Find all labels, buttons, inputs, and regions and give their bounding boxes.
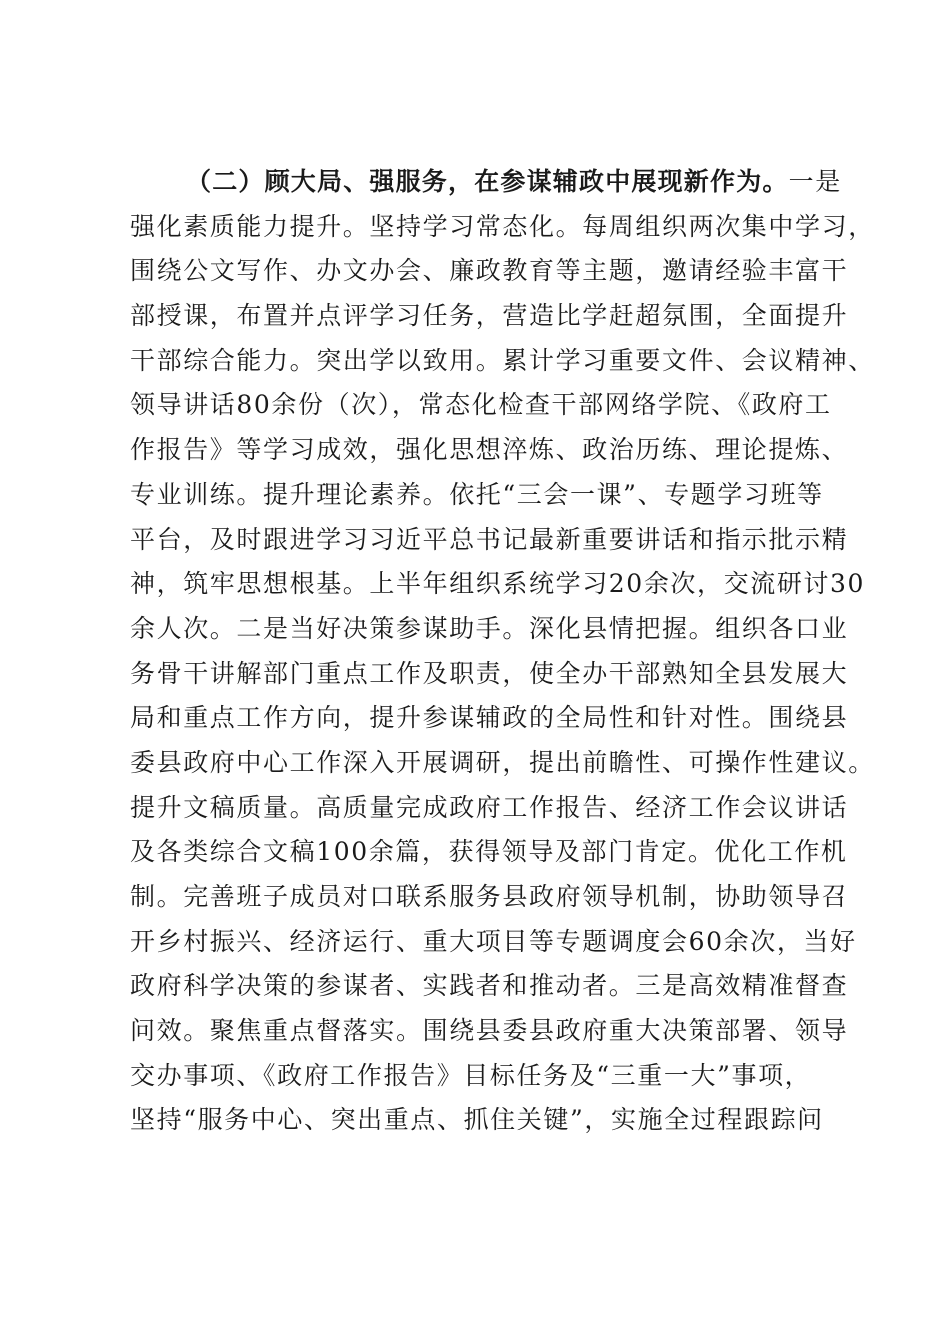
paragraph-line-10: 神，筑牢思想根基。上半年组织系统学习20余次，交流研讨30 (130, 569, 866, 599)
paragraph-line-19: 政府科学决策的参谋者、实践者和推动者。三是高效精准督查 (130, 971, 849, 1001)
paragraph-line-3: 围绕公文写作、办文办会、廉政教育等主题，邀请经验丰富干 (130, 256, 849, 286)
paragraph-line-7: 作报告》等学习成效，强化思想淬炼、政治历练、理论提炼、 (130, 435, 849, 465)
paragraph-line-21: 交办事项、《政府工作报告》目标任务及“三重一大”事项， (130, 1060, 812, 1090)
paragraph-line-12: 务骨干讲解部门重点工作及职责，使全办干部熟知全县发展大 (130, 658, 849, 688)
paragraph-line-5: 干部综合能力。突出学以致用。累计学习重要文件、会议精神、 (130, 345, 875, 375)
paragraph-line-20: 问效。聚焦重点督落实。围绕县委县政府重大决策部署、领导 (130, 1016, 849, 1046)
paragraph-line-11: 余人次。二是当好决策参谋助手。深化县情把握。组织各口业 (130, 613, 849, 643)
paragraph-line-14: 委县政府中心工作深入开展调研，提出前瞻性、可操作性建议。 (130, 747, 875, 777)
paragraph-line-1 (130, 160, 850, 205)
paragraph-line-18: 开乡村振兴、经济运行、重大项目等专题调度会60余次，当好 (130, 926, 857, 956)
paragraph-line-8: 专业训练。提升理论素养。依托“三会一课”、专题学习班等 (130, 479, 824, 509)
paragraph-line-4: 部授课，布置并点评学习任务，营造比学赶超氛围，全面提升 (130, 301, 849, 331)
paragraph-line-22: 坚持“服务中心、突出重点、抓住关键”，实施全过程跟踪问 (130, 1105, 824, 1135)
paragraph-line-13: 局和重点工作方向，提升参谋辅政的全局性和针对性。围绕县 (130, 703, 849, 733)
paragraph-line-15: 提升文稿质量。高质量完成政府工作报告、经济工作会议讲话 (130, 792, 849, 822)
paragraph-line-17: 制。完善班子成员对口联系服务县政府领导机制，协助领导召 (130, 882, 849, 911)
section-heading: （二）顾大局、强服务，在参谋辅政中展现新作为。 (186, 167, 789, 196)
body-paragraph (130, 160, 875, 1143)
paragraph-line-2: 强化素质能力提升。坚持学习常态化。每周组织两次集中学习， (130, 211, 875, 241)
paragraph-line-9: 平台，及时跟进学习习近平总书记最新重要讲话和指示批示精 (130, 524, 849, 554)
paragraph-line-16: 及各类综合文稿100余篇，获得领导及部门肯定。优化工作机 (130, 837, 848, 867)
paragraph-line-6: 领导讲话80余份（次），常态化检查干部网络学院、《政府工 (130, 390, 832, 420)
heading-trailing-text: 一是 (788, 167, 842, 196)
